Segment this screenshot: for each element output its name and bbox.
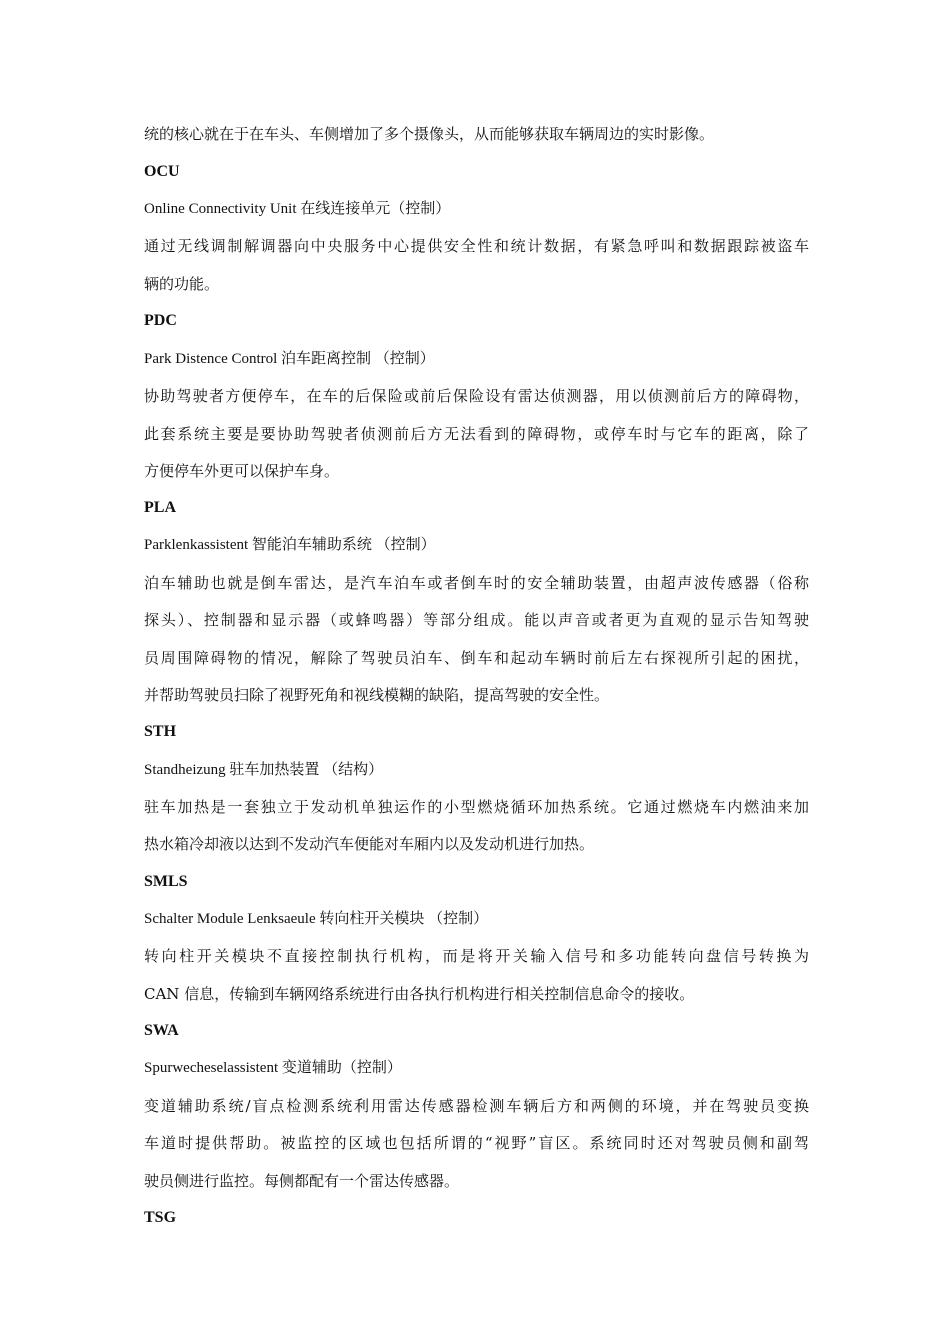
paragraph-line: 变道辅助系统/盲点检测系统利用雷达传感器检测车辆后方和两侧的环境，并在驾驶员变换	[144, 1097, 809, 1115]
paragraph-line: 协助驾驶者方便停车，在车的后保险或前后保险设有雷达侦测器，用以侦测前后方的障碍物，	[144, 387, 809, 405]
paragraph-line: 并帮助驾驶员扫除了视野死角和视线模糊的缺陷，提高驾驶的安全性。	[144, 686, 610, 704]
paragraph-line: 此套系统主要是要协助驾驶者侦测前后方无法看到的障碍物，或停车时与它车的距离，除了	[144, 425, 809, 443]
term-definition: Spurwecheselassistent 变道辅助（控制）	[144, 1060, 402, 1076]
paragraph-line: 员周围障碍物的情况，解除了驾驶员泊车、倒车和起动车辆时前后左右探视所引起的困扰，	[144, 649, 809, 667]
paragraph-line: 转向柱开关模块不直接控制执行机构，而是将开关输入信号和多功能转向盘信号转换为	[144, 947, 809, 965]
paragraph-line: 通过无线调制解调器向中央服务中心提供安全性和统计数据，有紧急呼叫和数据跟踪被盗车	[144, 237, 809, 255]
paragraph-line: 驶员侧进行监控。每侧都配有一个雷达传感器。	[144, 1172, 460, 1190]
paragraph-line: 辆的功能。	[144, 275, 220, 293]
heading-abbreviation: PDC	[144, 312, 177, 329]
term-definition: Online Connectivity Unit 在线连接单元（控制）	[144, 201, 451, 217]
paragraph-line: CAN 信息，传输到车辆网络系统进行由各执行机构进行相关控制信息命令的接收。	[144, 985, 695, 1003]
paragraph-line: 统的核心就在于在车头、车侧增加了多个摄像头，从而能够获取车辆周边的实时影像。	[144, 125, 715, 143]
term-definition: Schalter Module Lenksaeule 转向柱开关模块 （控制）	[144, 911, 489, 927]
heading-abbreviation: SMLS	[144, 873, 188, 890]
heading-abbreviation: PLA	[144, 499, 176, 516]
term-definition: Parklenkassistent 智能泊车辅助系统 （控制）	[144, 537, 436, 553]
paragraph-line: 车道时提供帮助。被监控的区域也包括所谓的“视野”盲区。系统同时还对驾驶员侧和副驾	[144, 1134, 809, 1152]
term-definition: Park Distence Control 泊车距离控制 （控制）	[144, 351, 435, 367]
paragraph-line: 驻车加热是一套独立于发动机单独运作的小型燃烧循环加热系统。它通过燃烧车内燃油来加	[144, 798, 809, 816]
term-definition: Standheizung 驻车加热装置 （结构）	[144, 762, 384, 778]
heading-abbreviation: STH	[144, 723, 177, 740]
paragraph-line: 探头）、控制器和显示器（或蜂鸣器）等部分组成。能以声音或者更为直观的显示告知驾驶	[144, 611, 809, 629]
paragraph-line: 热水箱冷却液以达到不发动汽车便能对车厢内以及发动机进行加热。	[144, 835, 595, 853]
heading-abbreviation: TSG	[144, 1209, 177, 1226]
paragraph-line: 泊车辅助也就是倒车雷达，是汽车泊车或者倒车时的安全辅助装置，由超声波传感器（俗称	[144, 574, 809, 592]
paragraph-line: 方便停车外更可以保护车身。	[144, 462, 340, 480]
heading-abbreviation: SWA	[144, 1022, 179, 1039]
heading-abbreviation: OCU	[144, 163, 180, 180]
